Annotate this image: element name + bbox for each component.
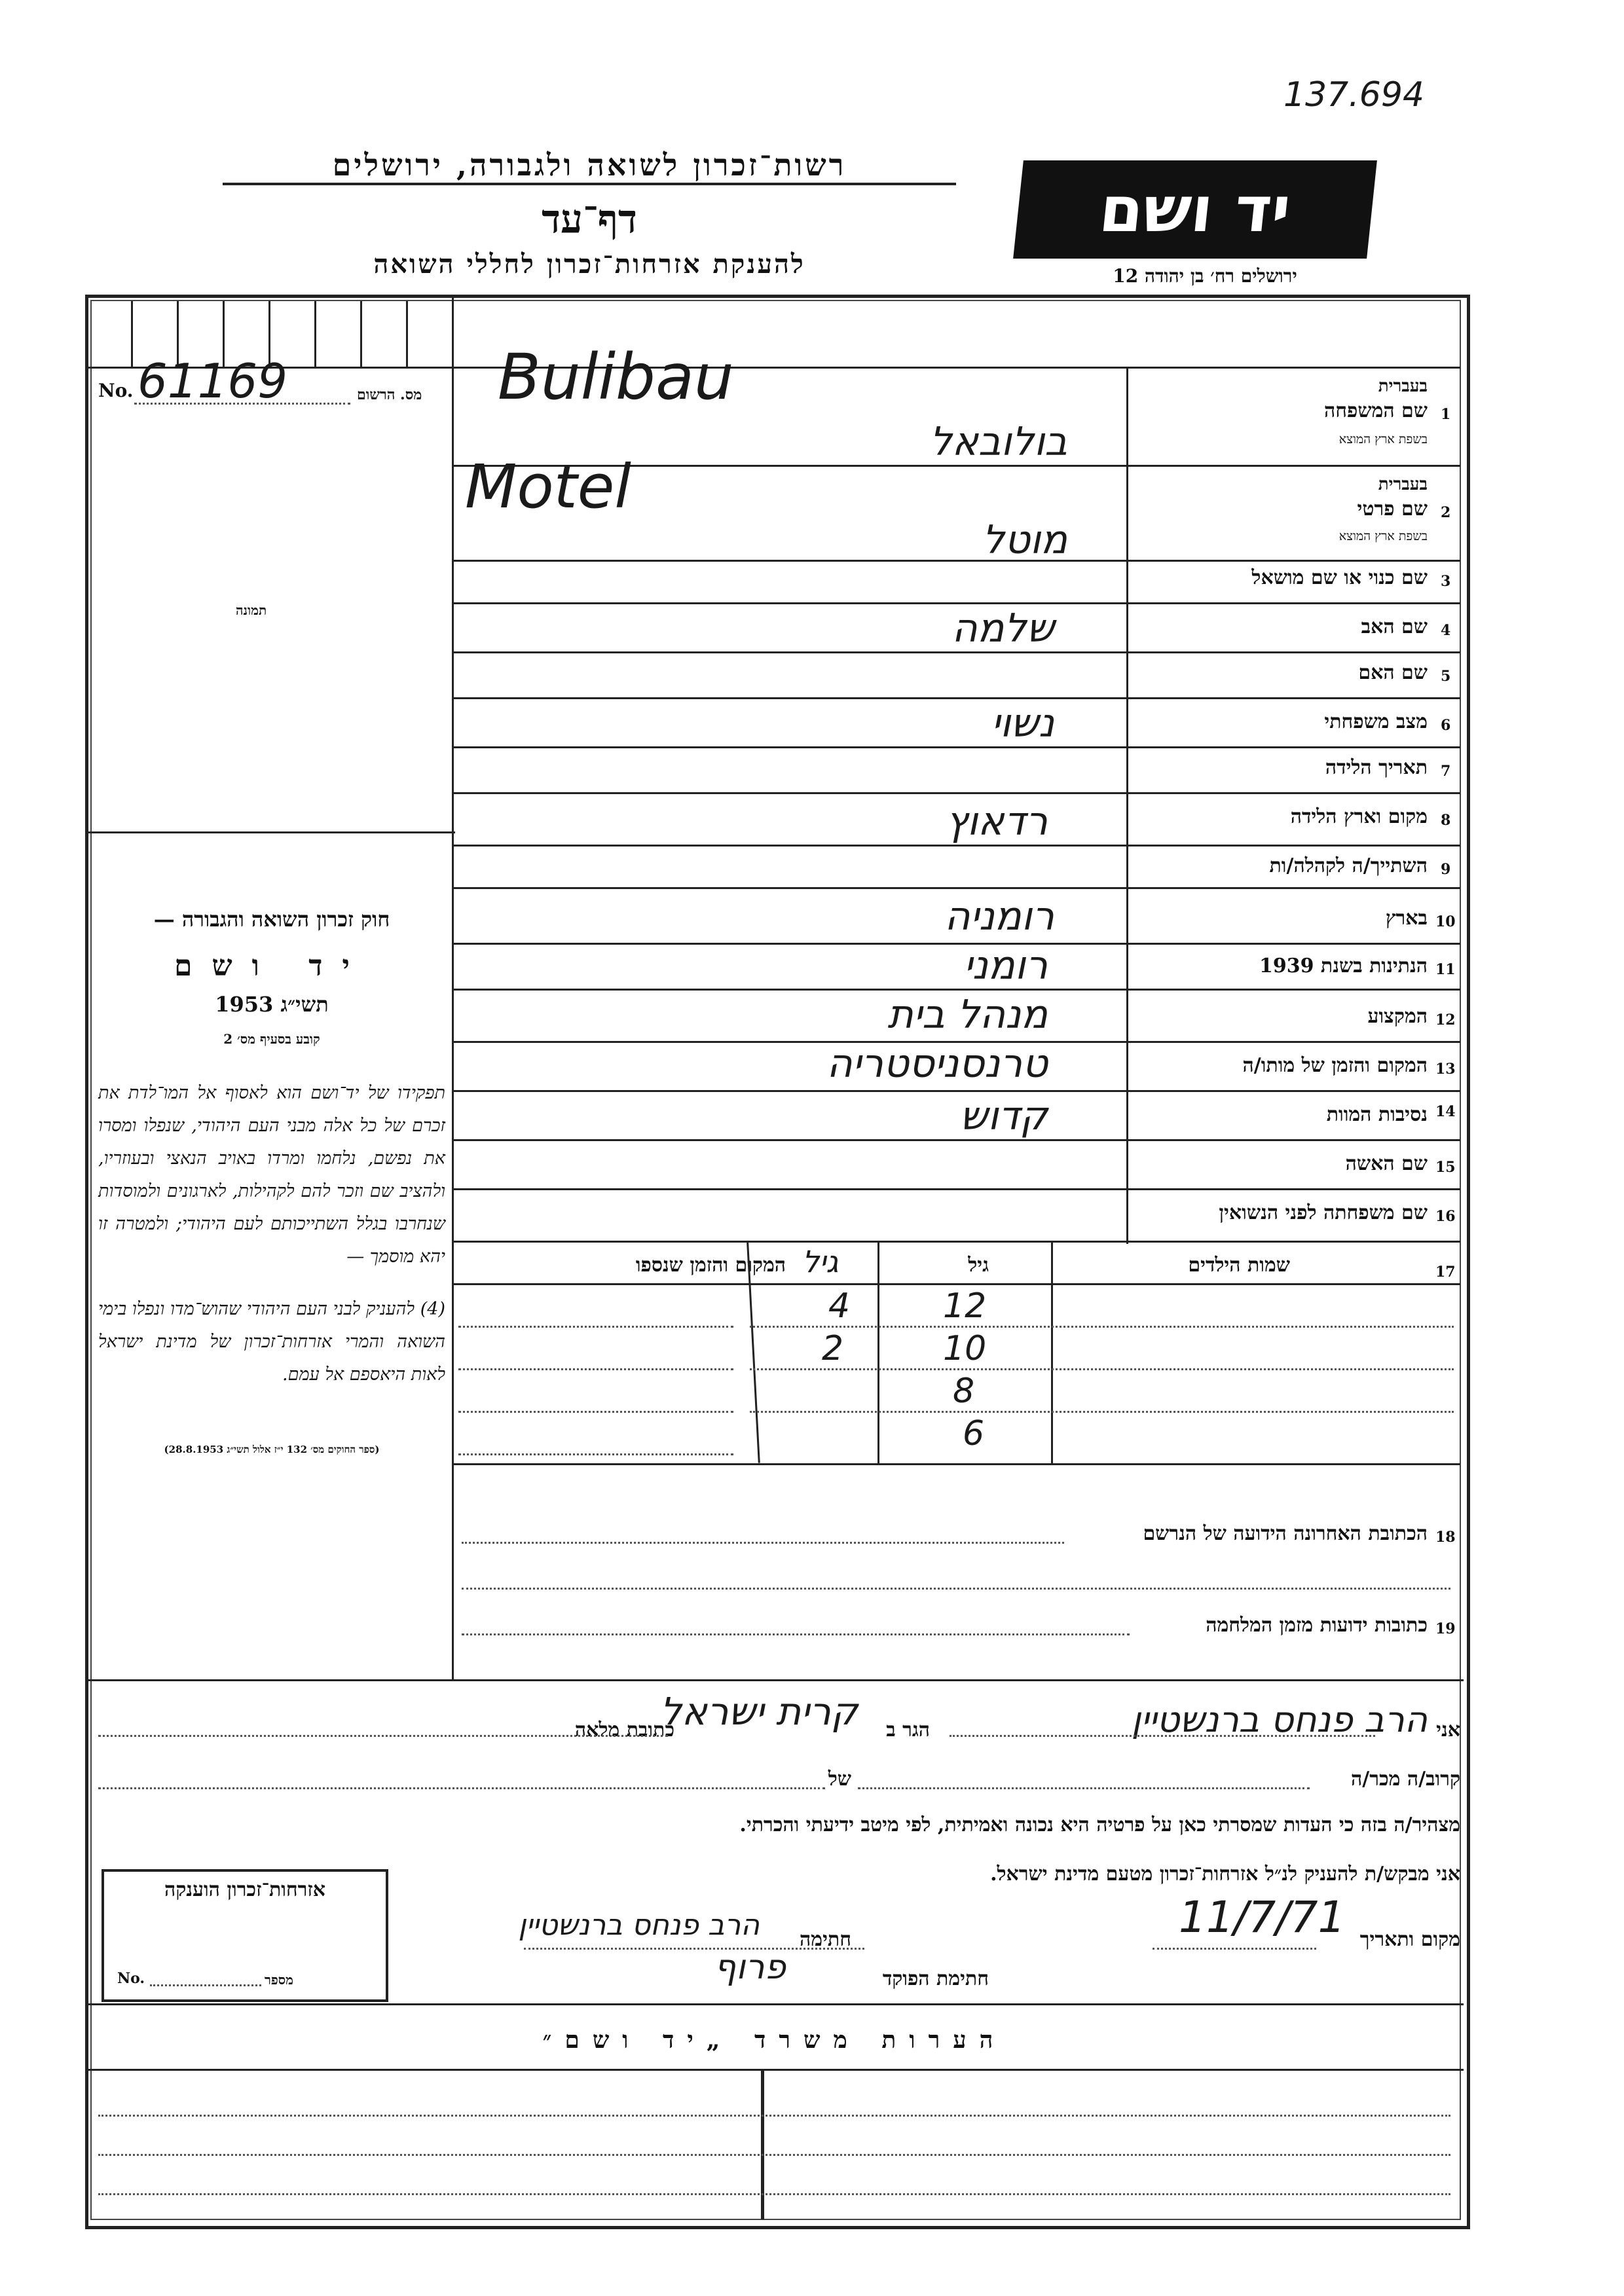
citizenship-box-title: אזרחות־זכרון הוענקה [164,1878,326,1901]
signature-label: חתימה [800,1928,851,1951]
row-14-number: 14 [1435,1103,1456,1120]
notes-line-3 [98,2193,1450,2195]
yad-vashem-logo [1013,160,1377,259]
row-2-value: מוטל [982,517,1067,563]
children-names-header: שמות הילדים [1188,1254,1290,1277]
authority-heading: רשות־זכרון לשואה ולגבורה, ירושלים [223,147,956,185]
decl-full-address-label: כתובת מלאה [574,1719,674,1741]
row-3-label: שם כנוי או שם מושאל [1251,566,1428,589]
row-1-number: 1 [1441,406,1451,423]
row-7-label: תאריך הלידה [1325,756,1428,779]
row-6-label: מצב משפחתי [1324,710,1428,733]
decl-of-label: של [828,1768,851,1791]
row-1-value: בולובאל [929,419,1067,465]
row-1-label: שם המשפחה [1323,399,1428,422]
child-age2-1: 4 [828,1286,851,1326]
decl-relative-label: קרוב/ה מכר/ה [1351,1768,1460,1791]
notes-line-1 [98,2115,1450,2117]
office-notes-title: הערות משרד „יד ושם״ [542,2026,1006,2054]
row-8-number: 8 [1441,812,1451,829]
row-18-label: הכתובת האחרונה הידועה של הנרשם [1143,1522,1428,1545]
row-15-label: שם האשה [1345,1152,1428,1175]
row-2-sub-hebrew: בעברית [1378,475,1428,494]
decl-statement: מצהיר/ה בזה כי העדות שמסרתי כאן על פרטיה היא נכונה ואמיתית, לפי מיטב ידיעתי והכרתי. [739,1813,1460,1836]
decl-lives-in: הגר ב [886,1719,930,1741]
row-8-value: רדאוץ [946,799,1048,845]
row-17-number: 17 [1435,1264,1456,1281]
row-9-number: 9 [1441,861,1451,878]
row-13-value: טרנסניסטריה [826,1041,1048,1087]
row-16-number: 16 [1435,1208,1456,1225]
children-age-header: גיל [968,1254,989,1277]
row-12-number: 12 [1435,1011,1456,1029]
officer-signature-label: חתימת הפוקד [882,1967,989,1990]
row-11-number: 11 [1435,961,1456,978]
label-column-divider [1126,367,1128,1244]
citizenship-box [101,1869,388,2002]
row-7-number: 7 [1441,763,1451,780]
row-10-value: רומניה [944,894,1054,939]
decl-name: הרב פנחס ברנשטיין [1131,1699,1428,1740]
row-11-label: הנתינות בשנת 1939 [1259,955,1428,977]
row-12-value: מנהל בית [887,992,1048,1038]
row-2-value-latin: Motel [465,452,631,522]
row-1-sub-hebrew: בעברית [1378,376,1428,396]
row-8-label: מקום וארץ הלידה [1290,805,1428,828]
child-age-4: 6 [963,1414,985,1453]
row-6-value: נשוי [991,701,1054,746]
law-body: תפקידו של יד־ושם הוא לאסוף אל המו־לדת את זכרם של כל אלה מבני העם היהודי, שנפלו ומסרו את נפשם, נלחמו ומרדו באויב הנאצי ובעוזריו, ולהציב שם וזכר להם לקהילות, לארגונים ולמוסדות שנחרבו בגלל השתייכותם לעם היהודי; ולמטרה זו יהא מוסמך — [98,1083,445,1267]
row-13-label: המקום והזמן של מותו/ה [1242,1054,1428,1077]
child-age2-2: 2 [822,1329,844,1368]
child-age-2: 10 [943,1329,987,1368]
row-2-number: 2 [1441,504,1451,521]
row-5-number: 5 [1441,668,1451,685]
row-1-sub-origin: בשפת ארץ המוצא [1338,432,1428,446]
citizenship-box-no: No. [117,1970,145,1987]
row-2-label: שם פרטי [1357,498,1428,520]
row-10-number: 10 [1435,913,1456,930]
law-clause: קובע בסעיף מס׳ 2 [223,1031,320,1047]
row-16-label: שם משפחתה לפני הנשואין [1219,1201,1428,1224]
law-reference: (ספר החוקים מס׳ 132 י״ז אלול תשי״ג 28.8.1953) [164,1444,380,1455]
children-age2-header: גיל [802,1244,839,1279]
registration-no-label: No. [98,380,134,401]
registration-label: מס. הרשום [357,386,422,403]
form-title: דף־עד [542,196,637,242]
signature-value: הרב פנחס ברנשטיין [518,1908,760,1942]
child-age-3: 8 [953,1372,975,1411]
registration-no-value: 61169 [138,354,288,409]
row-13-number: 13 [1435,1061,1456,1078]
row-15-number: 15 [1435,1159,1456,1176]
law-item-4: (4) להעניק לבני העם היהודי שהוש־מדו ונפלו בימי השואה והמרי אזרחות־זכרון של מדינת ישראל לאות היאספם אל עמם. [98,1299,445,1385]
row-11-value: רומני [963,943,1048,989]
row-6-number: 6 [1441,717,1451,734]
archive-number: 137.694 [1283,75,1425,115]
row-14-label: נסיבות המוות [1326,1103,1428,1126]
row-19-number: 19 [1435,1620,1456,1637]
law-name: יד ושם [174,949,369,983]
row-12-label: המקצוע [1367,1005,1428,1028]
notes-line-2 [98,2154,1450,2156]
citizenship-box-number-label: מספר [265,1972,293,1988]
row-5-label: שם האם [1358,661,1428,684]
officer-signature-value: פרוף [714,1948,786,1987]
form-subtitle: להענקת אזרחות־זכרון לחללי השואה [373,249,805,280]
row-18-number: 18 [1435,1529,1456,1546]
photo-label: תמונה [236,602,267,618]
row-9-label: השתייך/ה לקהלה/ות [1269,854,1428,877]
child-age-1: 12 [943,1286,987,1326]
row-3-number: 3 [1441,573,1451,590]
place-date-label: מקום ותאריך [1359,1928,1460,1951]
children-place-header: המקום והזמן שנספו [635,1254,786,1277]
row-4-label: שם האב [1361,615,1428,638]
decl-place: קרית ישראל [660,1689,858,1734]
row-19-label: כתובות ידועות מזמן המלחמה [1206,1614,1428,1637]
row-10-label: בארץ [1385,907,1428,930]
logo-text: יד ושם [1096,173,1295,246]
law-title: חוק זכרון השואה והגבורה — [153,907,390,932]
row-2-sub-origin: בשפת ארץ המוצא [1338,529,1428,543]
row-4-number: 4 [1441,622,1451,639]
decl-prefix: אני [1436,1719,1460,1741]
row-4-value: שלמה [951,606,1054,651]
decl-request: אני מבקש/ת להעניק לנ״ל אזרחות־זכרון מטעם מדינת ישראל. [990,1863,1460,1886]
row-1-value-latin: Bulibau [498,340,734,414]
row-14-value: קדוש [959,1093,1048,1139]
law-year: תשי״ג 1953 [215,992,329,1017]
address: ירושלים רח׳ בן יהודה 12 [1113,265,1297,287]
place-date-value: 11/7/71 [1179,1892,1346,1942]
